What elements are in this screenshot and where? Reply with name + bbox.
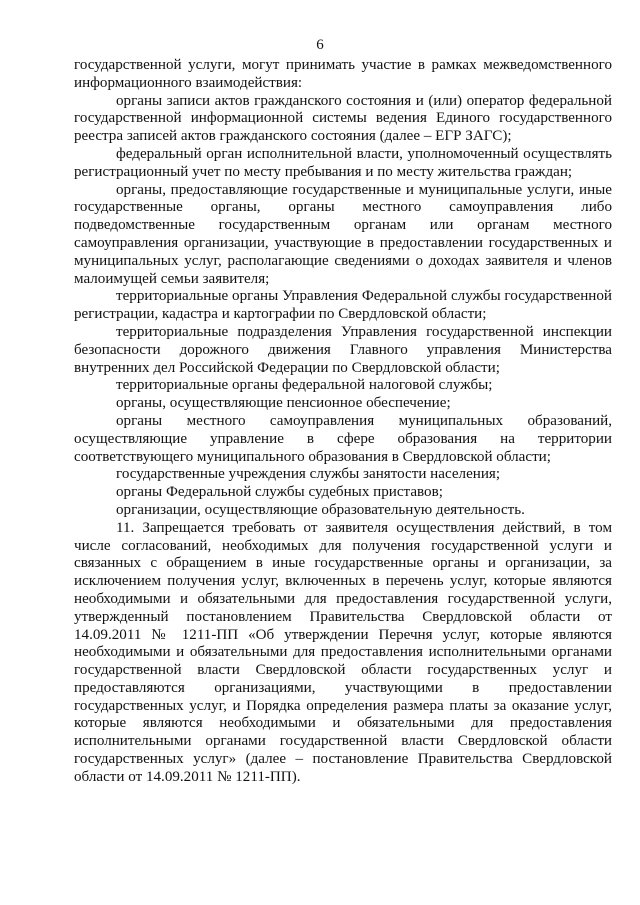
paragraph: органы, осуществляющие пенсионное обеспечение; bbox=[116, 395, 451, 412]
paragraph: территориальные подразделения Управления государственной инспекции безопасности дорожного движения Главного управления Министерства внутренних дел Российской Федерации по Свердловской области; bbox=[74, 323, 612, 376]
paragraph: 11. Запрещается требовать от заявителя осуществления действий, в том числе согласований, необходимых для получения государственной услуги и связанных с обращением в иные государственные органы и организации, за исключением получения услуг, включенных в перечень услуг, которые являются необходимыми и обязательными для предоставления государственной услуги, утвержденный постановлением Правительства Свердловской области от 14.09.2011 № 1211-ПП «Об утверждении Перечня услуг, которые являются необходимыми и обязательными для предоставления исполнительными органами государственной власти Свердловской области государственных услуг и предоставляются организациями, участвующими в предоставлении государственных услуг, и Порядка определения размера платы за оказание услуг, которые являются необходимыми и обязательными для предоставления исполнительными органами государственной власти Свердловской области государственных услуг» (далее – постановление Правительства Свердловской области от 14.09.2011 № 1211-ПП). bbox=[74, 519, 612, 785]
paragraph: органы, предоставляющие государственные и муниципальные услуги, иные государственные органы, органы местного самоуправления либо подведомственные государственным органам или органам местного самоуправления организации, участвующие в предоставлении государственных и муниципальных услуг, располагающие сведениями о доходах заявителя и членов малоимущей семьи заявителя; bbox=[74, 181, 612, 287]
page-number: 6 bbox=[316, 37, 324, 53]
paragraph: территориальные органы федеральной налоговой службы; bbox=[116, 377, 493, 394]
paragraph: государственной услуги, могут принимать участие в рамках межведомственного информационного взаимодействия: bbox=[74, 57, 612, 91]
document-body bbox=[74, 57, 612, 787]
paragraph: органы записи актов гражданского состояния и (или) оператор федеральной государственной информационной системы ведения Единого государственного реестра записей актов гражданского состояния (далее – ЕГР ЗАГС); bbox=[74, 92, 612, 145]
paragraph: органы местного самоуправления муниципальных образований, осуществляющие управление в сфере образования на территории соответствующего муниципального образования в Свердловской области; bbox=[74, 412, 612, 465]
paragraph: государственные учреждения службы занятости населения; bbox=[116, 466, 501, 483]
paragraph: федеральный орган исполнительной власти, уполномоченный осуществлять регистрационный учет по месту пребывания и по месту жительства граждан; bbox=[74, 145, 612, 180]
paragraph: организации, осуществляющие образовательную деятельность. bbox=[116, 501, 525, 518]
paragraph: территориальные органы Управления Федеральной службы государственной регистрации, кадастра и картографии по Свердловской области; bbox=[74, 288, 612, 323]
paragraph: органы Федеральной службы судебных приставов; bbox=[116, 484, 443, 501]
